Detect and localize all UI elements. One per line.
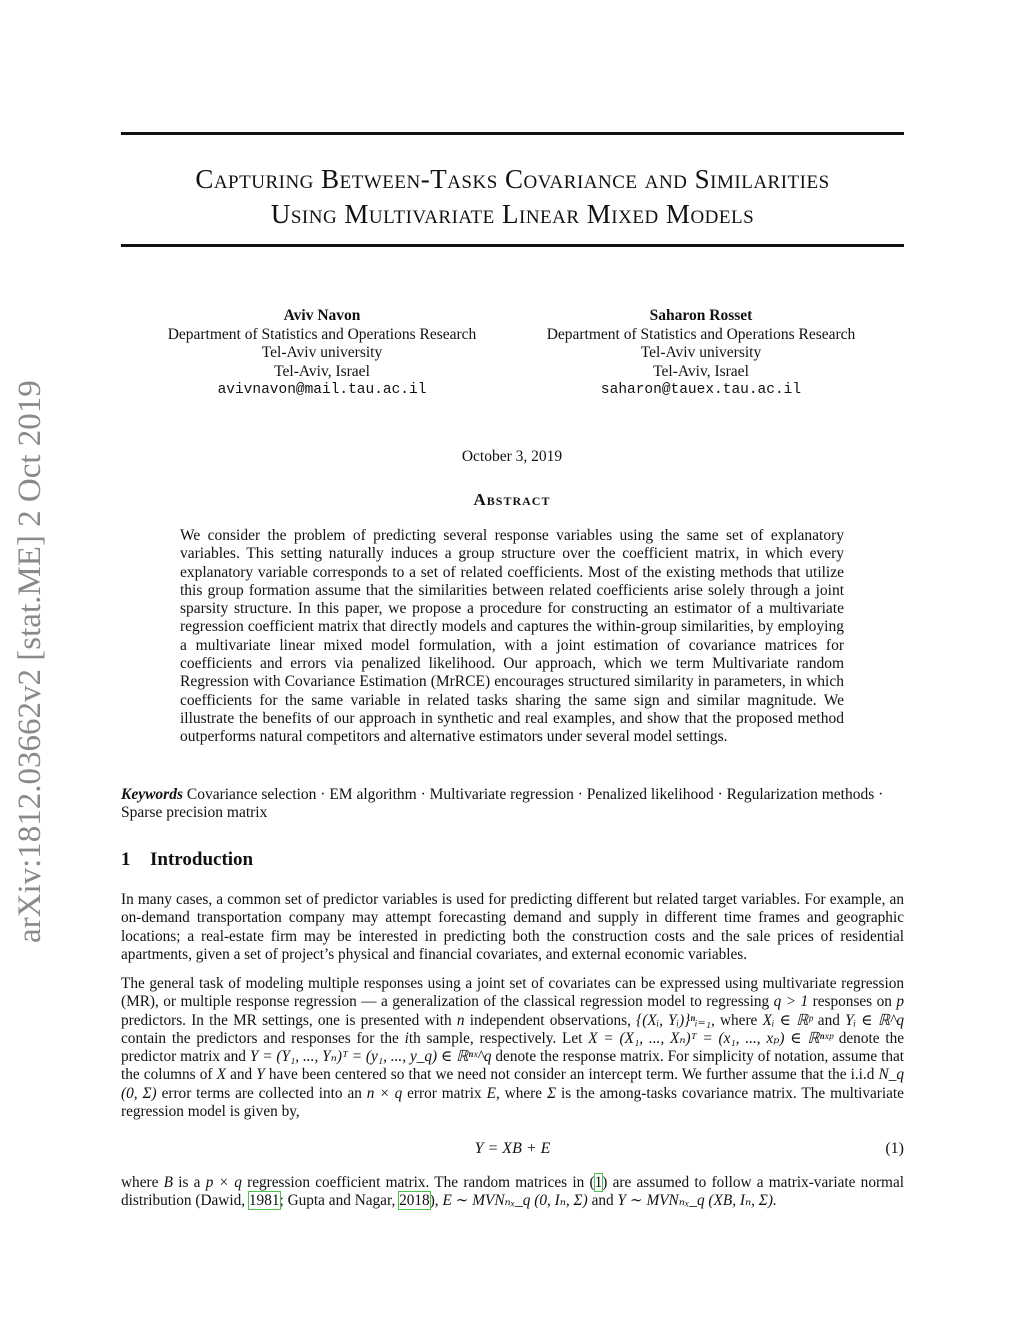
text-span: predictors. In the MR settings, one is presented with	[121, 1011, 452, 1029]
paper-date: October 3, 2019	[461, 448, 563, 465]
arxiv-identifier: arXiv:1812.03662v2 [stat.ME] 2 Oct 2019	[12, 380, 48, 943]
text-span: responses on	[812, 993, 892, 1011]
equation-reference-link[interactable]: 1	[594, 1174, 603, 1191]
math-inline: {(Xᵢ, Yᵢ)}ⁿᵢ₌₁	[636, 1011, 711, 1029]
citation-link-gupta[interactable]: 2018	[399, 1192, 430, 1210]
math-inline: Σ	[546, 1084, 557, 1102]
text-span: th sample, respectively. Let	[408, 1029, 583, 1047]
math-inline: E ∼ MVNₙₓ_q (0, Iₙ, Σ)	[442, 1192, 588, 1210]
text-span: is the among-tasks covariance matrix. The multivariate regression model is given by,	[121, 1084, 904, 1121]
math-inline: p × q	[205, 1174, 242, 1191]
math-inline: Yᵢ ∈ ℝ^q	[845, 1011, 905, 1029]
title-top-rule	[121, 132, 904, 135]
math-inline: i	[404, 1029, 409, 1047]
section-number: 1	[121, 849, 131, 870]
math-inline: Y = (Y₁, ..., Yₙ)ᵀ = (y₁, ..., y_q) ∈ ℝⁿˣ^q	[249, 1048, 492, 1066]
author-location: Tel-Aviv, Israel	[653, 362, 749, 380]
text-span: error terms are collected into an	[161, 1084, 362, 1102]
math-inline: E	[486, 1084, 496, 1102]
author-university: Tel-Aviv university	[261, 344, 383, 361]
author-university: Tel-Aviv university	[640, 344, 762, 361]
math-inline: n × q	[366, 1084, 403, 1102]
math-inline: q > 1	[773, 993, 809, 1011]
text-span: contain the predictors and responses for the	[121, 1029, 399, 1047]
keywords-label: Keywords	[121, 786, 183, 803]
text-span: regression coefficient matrix. The random matrices in (	[247, 1174, 595, 1191]
text-span: and	[230, 1066, 253, 1084]
text-span: denote the response matrix. For simplicity of notation, assume that the columns of	[121, 1048, 905, 1084]
math-inline: B	[163, 1174, 173, 1191]
citation-link-dawid[interactable]: 1981	[248, 1192, 280, 1210]
author-block-2	[511, 307, 891, 400]
title-line-1: Capturing Between-Tasks Covariance and Similarities	[195, 164, 830, 194]
text-span: ) are assumed to follow a matrix-variate normal distribution (Dawid,	[121, 1174, 904, 1210]
intro-paragraph-1: In many cases, a common set of predictor variables is used for predicting different but related target variables. For example, an on-demand transportation company may attempt forecasting demand and supply in different time frames and geographic locations; a real-estate firm may be interested in predicting both the construction costs and the sale prices of residential apartments, given a set of project’s physical and financial covariates, and external economic variables.	[121, 891, 904, 963]
keywords	[121, 786, 904, 823]
section-title: Introduction	[150, 849, 254, 870]
title-bottom-rule	[121, 244, 904, 247]
author-department: Department of Statistics and Operations Research	[167, 325, 477, 343]
author-block-1	[132, 307, 512, 400]
author-name: Aviv Navon	[283, 307, 361, 324]
math-inline: X	[216, 1066, 226, 1084]
math-inline: p	[896, 993, 905, 1011]
abstract-text: We consider the problem of predicting several response variables using the same set of explanatory variables. This setting naturally induces a group structure over the coefficient matrix, in which every explanatory variable corresponds to a set of related coefficients. Most of the existing methods that utilize this group formation assume that the similarities between related coefficients arise solely through a joint sparsity structure. In this paper, we propose a procedure for constructing an estimator of a multivariate regression coefficient matrix that directly models and captures the within-group similarities, by employing a multivariate linear mixed model formulation, with a joint estimation of covariance matrices for coefficients and errors via penalized likelihood. Our approach, which we term Multivariate random Regression with Covariance Estimation (MrRCE) encourages structured similarity in parameters, in which coefficients for the same variable in related tasks sharing the same sign and similar magnitude. We illustrate the benefits of our approach in synthetic and real examples, and show that the proposed method outperforms natural competitors and alternative estimators under several model settings.	[180, 527, 844, 746]
abstract-heading: Abstract	[473, 490, 551, 509]
text-span: , where	[495, 1084, 543, 1102]
equation-body: Y = XB + E	[474, 1140, 551, 1157]
paper-title	[121, 162, 904, 232]
math-inline: Y ∼ MVNₙₓ_q (XB, Iₙ, Σ).	[617, 1192, 777, 1210]
text-span: error matrix	[407, 1084, 482, 1102]
text-span: where	[121, 1174, 159, 1191]
keywords-text: Covariance selection · EM algorithm · Multivariate regression · Penalized likelihood · Regularization methods · Sparse precision matrix	[121, 786, 884, 822]
text-span: The general task of modeling multiple responses using a joint set of covariates can be expressed using multivariate regression (MR), or multiple response regression — a generalization of the classical regression model to regressing	[121, 975, 904, 1011]
intro-paragraph-2	[121, 975, 904, 1121]
math-inline: n	[456, 1011, 465, 1029]
author-name: Saharon Rosset	[649, 307, 753, 324]
intro-paragraph-3	[121, 1174, 904, 1211]
author-email[interactable]: saharon@tauex.tau.ac.il	[600, 382, 802, 398]
text-span: ),	[429, 1192, 439, 1210]
arxiv-side-stamp	[12, 358, 48, 943]
text-span: independent observations,	[469, 1011, 631, 1029]
text-span: , where	[710, 1011, 758, 1029]
author-department: Department of Statistics and Operations Research	[546, 325, 856, 343]
math-inline: N_q (0, Σ)	[121, 1066, 905, 1102]
title-line-2: Using Multivariate Linear Mixed Models	[270, 199, 755, 229]
text-span: have been centered so that we need not consider an intercept term. We further assume that the i.i.d	[268, 1066, 875, 1084]
text-span: denote the predictor matrix and	[121, 1029, 905, 1066]
section-heading-introduction	[121, 849, 253, 871]
text-span: and	[591, 1192, 614, 1210]
math-inline: X = (X₁, ..., Xₙ)ᵀ = (x₁, ..., xₚ) ∈ ℝⁿˣᵖ	[588, 1029, 833, 1047]
equation-1	[121, 1140, 904, 1162]
equation-number: (1)	[885, 1140, 904, 1157]
text-span: and	[817, 1011, 840, 1029]
text-span: is a	[178, 1174, 201, 1191]
math-inline: Xᵢ ∈ ℝᵖ	[762, 1011, 813, 1029]
author-location: Tel-Aviv, Israel	[274, 362, 370, 380]
text-span: ; Gupta and Nagar,	[279, 1192, 396, 1210]
math-inline: Y	[256, 1066, 265, 1084]
author-email[interactable]: avivnavon@mail.tau.ac.il	[217, 382, 427, 398]
